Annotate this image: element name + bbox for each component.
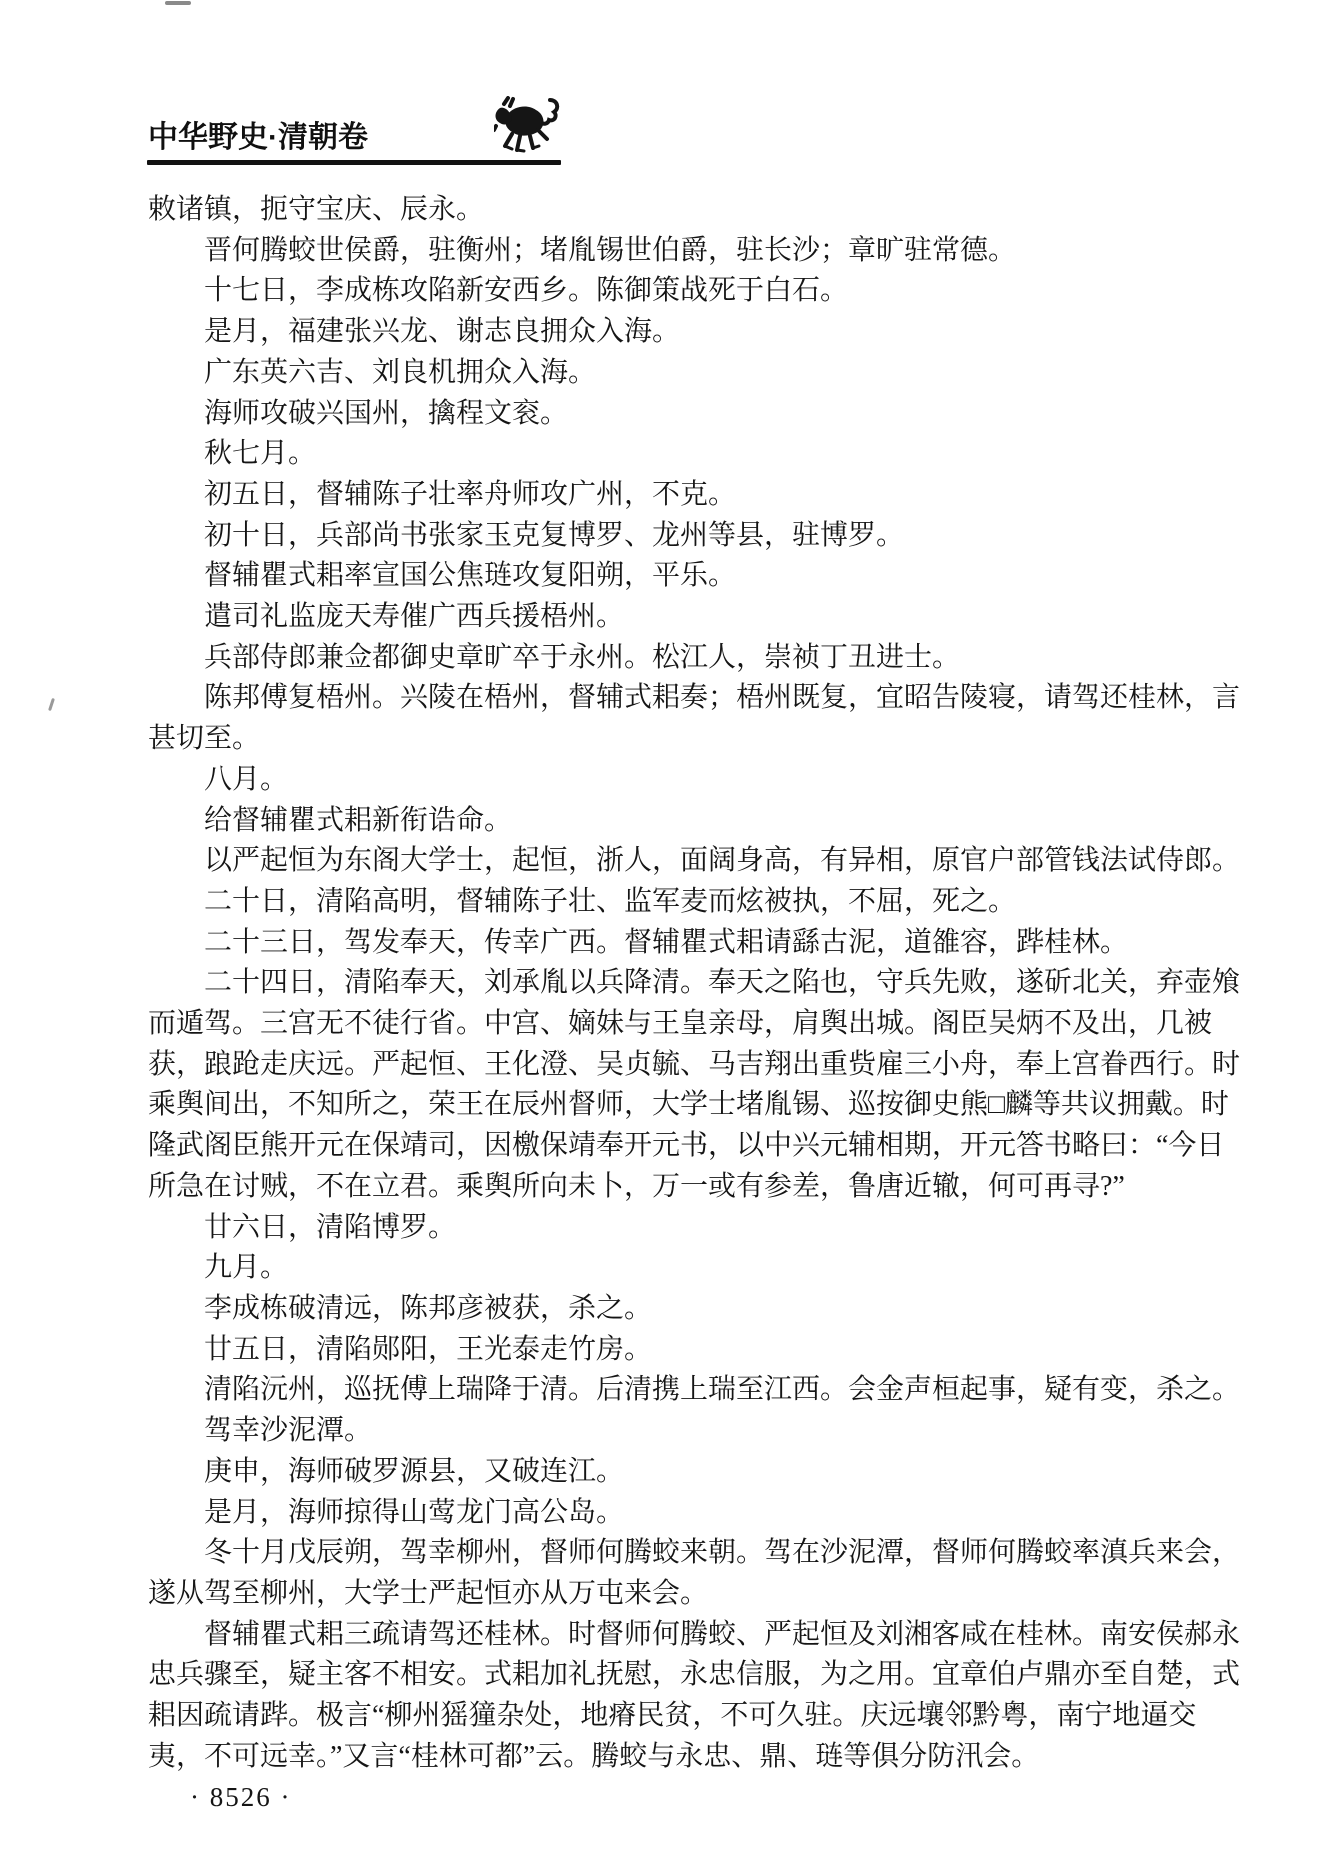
- text-line: 庚申，海师破罗源县，又破连江。: [204, 1455, 625, 1487]
- text-line: 所急在讨贼，不在立君。乘舆所向未卜，万一或有参差，鲁唐近辙，何可再寻?”: [148, 1170, 1125, 1202]
- text-line: 隆武阁臣熊开元在保靖司，因檄保靖奉开元书，以中兴元辅相期，开元答书略曰：“今日: [148, 1130, 1225, 1162]
- text-line: 八月。: [204, 763, 289, 795]
- scan-artifact-top: [165, 1, 191, 5]
- text-line: 甚切至。: [148, 723, 261, 755]
- text-line: 初十日，兵部尚书张家玉克复博罗、龙州等县，驻博罗。: [204, 519, 905, 551]
- scan-artifact-left: [48, 698, 55, 711]
- text-line: 李成栋破清远，陈邦彦被获，杀之。: [204, 1292, 653, 1324]
- text-line: 是月，海师掠得山莺龙门高公岛。: [204, 1496, 625, 1528]
- text-line: 十七日，李成栋攻陷新安西乡。陈御策战死于白石。: [204, 275, 849, 307]
- running-title: 中华野史·清朝卷: [148, 121, 368, 154]
- text-line: 耜因疏请跸。极言“柳州猺獞杂处，地瘠民贫，不可久驻。庆远壤邻黔粤，南宁地逼交: [148, 1700, 1197, 1732]
- text-line: 驾幸沙泥潭。: [204, 1415, 373, 1447]
- text-line: 二十三日，驾发奉天，传幸广西。督辅瞿式耜请繇古泥，道雒容，跸桂林。: [204, 926, 1129, 958]
- text-line: 廿五日，清陷郧阳，王光泰走竹房。: [204, 1333, 653, 1365]
- text-line: 清陷沅州，巡抚傅上瑞降于清。后清携上瑞至江西。会金声桓起事，疑有变，杀之。: [204, 1374, 1241, 1406]
- text-line: 给督辅瞿式耜新衔诰命。: [204, 804, 513, 836]
- text-line: 初五日，督辅陈子壮率舟师攻广州，不克。: [204, 478, 737, 510]
- text-line: 督辅瞿式耜率宣国公焦琏攻复阳朔，平乐。: [204, 560, 737, 592]
- text-line: 九月。: [204, 1252, 289, 1284]
- text-line: 广东英六吉、刘良机拥众入海。: [204, 356, 597, 388]
- text-line: 秋七月。: [204, 438, 317, 470]
- text-line: 而遁驾。三宫无不徒行省。中宫、嫡妹与王皇亲母，肩舆出城。阁臣吴炳不及出，几被: [148, 1008, 1213, 1040]
- text-line: 二十四日，清陷奉天，刘承胤以兵降清。奉天之陷也，守兵先败，遂斫北关，弃壶飧: [204, 967, 1241, 999]
- text-line: 海师攻破兴国州，擒程文衮。: [204, 397, 569, 429]
- text-line: 是月，福建张兴龙、谢志良拥众入海。: [204, 316, 681, 348]
- text-line: 获，踉跄走庆远。严起恒、王化澄、吴贞毓、马吉翔出重赀雇三小舟，奉上宫眷西行。时: [148, 1048, 1241, 1080]
- text-line: 兵部侍郎兼佥都御史章旷卒于永州。松江人，崇祯丁丑进士。: [204, 641, 961, 673]
- text-line: 督辅瞿式耜三疏请驾还桂林。时督师何腾蛟、严起恒及刘湘客咸在桂林。南安侯郝永: [204, 1618, 1241, 1650]
- header-rule: [147, 160, 561, 165]
- page-number: · 8526 ·: [190, 1782, 292, 1812]
- text-line: 陈邦傅复梧州。兴陵在梧州，督辅式耜奏；梧州既复，宜昭告陵寝，请驾还桂林，言: [204, 682, 1241, 714]
- text-line: 二十日，清陷高明，督辅陈子壮、监军麦而炫被执，不屈，死之。: [204, 885, 1017, 917]
- text-line: 晋何腾蛟世侯爵，驻衡州；堵胤锡世伯爵，驻长沙；章旷驻常德。: [204, 234, 1017, 266]
- text-line: 夷，不可远幸。”又言“桂林可都”云。腾蛟与永忠、鼎、琏等俱分防汛会。: [148, 1740, 1040, 1772]
- body-text: [148, 190, 1240, 1777]
- dragon-ornament-icon: [494, 96, 560, 156]
- text-line: 廿六日，清陷博罗。: [204, 1211, 457, 1243]
- text-line: 遣司礼监庞天寿催广西兵援梧州。: [204, 601, 625, 633]
- text-line: 忠兵骤至，疑主客不相安。式耜加礼抚慰，永忠信服，为之用。宜章伯卢鼎亦至自楚，式: [148, 1659, 1241, 1691]
- text-line: 乘舆间出，不知所之，荣王在辰州督师，大学士堵胤锡、巡按御史熊□麟等共议拥戴。时: [148, 1089, 1229, 1121]
- text-line: 以严起恒为东阁大学士，起恒，浙人，面阔身高，有异相，原官户部管钱法试侍郎。: [204, 845, 1241, 877]
- text-line: 敕诸镇，扼守宝庆、辰永。: [148, 194, 485, 225]
- text-line: 冬十月戊辰朔，驾幸柳州，督师何腾蛟来朝。驾在沙泥潭，督师何腾蛟率滇兵来会，: [204, 1537, 1241, 1569]
- text-line: 遂从驾至柳州，大学士严起恒亦从万屯来会。: [148, 1577, 709, 1609]
